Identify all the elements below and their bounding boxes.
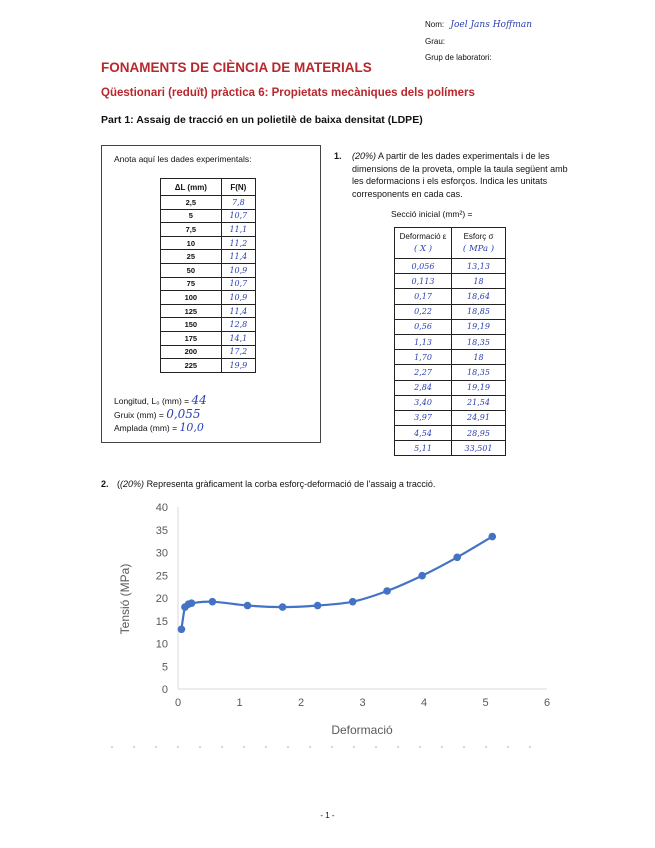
main-title: FONAMENTS DE CIÈNCIA DE MATERIALS: [101, 60, 372, 75]
name-line: [425, 20, 532, 30]
exp-dl-cell: 75: [161, 277, 222, 291]
border-dot: [177, 746, 178, 747]
x-tick-label: 2: [297, 697, 305, 709]
exp-table-row: [161, 209, 256, 223]
result-table: [394, 227, 506, 456]
exp-f-cell: 11,1: [221, 223, 255, 237]
result-def-cell: 4,54: [395, 426, 452, 441]
x-tick-label: 5: [482, 697, 489, 709]
exp-f-cell: 10,7: [221, 277, 255, 291]
y-tick-label: 10: [155, 638, 168, 651]
border-dot: [265, 746, 266, 747]
exp-dl-cell: 7,5: [161, 223, 222, 237]
border-dot: [155, 746, 156, 747]
result-table-row: [395, 304, 506, 319]
exp-table-row: [161, 331, 256, 345]
gruix-line: [114, 407, 201, 421]
result-esf-cell: 18,85: [452, 304, 506, 319]
result-esf-cell: 18: [452, 350, 506, 365]
y-tick-label: 15: [155, 615, 168, 628]
border-dot: [287, 746, 288, 747]
gruix-value: 0,055: [166, 407, 201, 421]
result-table-row: [395, 395, 506, 410]
question-2-number: 2.: [101, 479, 109, 489]
col-header-f: F(N): [221, 179, 255, 196]
exp-table-row: [161, 263, 256, 277]
y-tick-label: 5: [161, 661, 168, 674]
result-table-row: [395, 426, 506, 441]
exp-table-row: [161, 236, 256, 250]
result-esf-cell: 28,95: [452, 426, 506, 441]
exp-table-row: [161, 318, 256, 332]
y-tick-label: 20: [155, 593, 168, 605]
col-header-deformacio: [395, 228, 452, 259]
question-1-text: A partir de les dades experimentals i de les dimensions de la proveta, omple la taula següent amb les deformacions i els esforços. Indica les unitats corresponents en cada cas.: [352, 151, 568, 199]
exp-dl-cell: 150: [161, 318, 222, 332]
border-dot: [243, 746, 244, 747]
amplada-line: [114, 421, 204, 434]
exp-dl-cell: 2,5: [161, 196, 222, 210]
result-def-cell: 2,84: [395, 380, 452, 395]
dotted-border: [111, 746, 530, 747]
data-point: [453, 553, 461, 561]
result-table-row: [395, 441, 506, 456]
border-dot: [199, 746, 200, 747]
name-label: Nom:: [425, 20, 445, 29]
data-point: [418, 572, 426, 580]
x-tick-label: 4: [420, 697, 428, 709]
result-table-row: [395, 334, 506, 349]
seccio-label: Secció inicial (mm²) =: [391, 209, 473, 219]
exp-table-row: [161, 359, 256, 373]
subtitle: Qüestionari (reduït) pràctica 6: Propietats mecàniques dels polímers: [101, 87, 475, 99]
result-def-cell: 0,22: [395, 304, 452, 319]
border-dot: [221, 746, 222, 747]
result-esf-cell: 18,35: [452, 334, 506, 349]
result-def-cell: 1,13: [395, 334, 452, 349]
exp-f-cell: 19,9: [221, 359, 255, 373]
result-esf-cell: 19,19: [452, 319, 506, 334]
col-deformacio-label: Deformació ε: [399, 232, 447, 241]
border-dot: [375, 746, 376, 747]
y-tick-label: 35: [155, 524, 168, 537]
exp-f-cell: 10,9: [221, 263, 255, 277]
exp-dl-cell: 25: [161, 250, 222, 264]
border-dot: [133, 746, 134, 747]
exp-f-cell: 14,1: [221, 331, 255, 345]
result-def-cell: 3,40: [395, 395, 452, 410]
result-esf-cell: 18: [452, 274, 506, 289]
result-table-row: [395, 289, 506, 304]
data-point: [314, 602, 322, 610]
exp-f-cell: 10,7: [221, 209, 255, 223]
col-esforc-label: Esforç σ: [463, 232, 494, 241]
exp-dl-cell: 10: [161, 236, 222, 250]
border-dot: [507, 746, 508, 747]
stress-strain-chart: [100, 495, 570, 755]
y-tick-label: 25: [155, 570, 168, 583]
result-esf-cell: 21,54: [452, 395, 506, 410]
result-def-cell: 1,70: [395, 350, 452, 365]
question-2-percent: (20%): [120, 479, 145, 489]
exp-table-row: [161, 196, 256, 210]
exp-table-row: [161, 291, 256, 305]
data-point: [178, 625, 186, 633]
result-esf-cell: 13,13: [452, 259, 506, 274]
result-table-row: [395, 410, 506, 425]
result-table-row: [395, 365, 506, 380]
exp-f-cell: 17,2: [221, 345, 255, 359]
question-1-percent: (20%): [352, 151, 377, 161]
result-def-cell: 0,056: [395, 259, 452, 274]
result-table-row: [395, 380, 506, 395]
exp-dl-cell: 225: [161, 359, 222, 373]
col-esforc-unit: ( MPa ): [462, 244, 495, 254]
y-tick-label: 40: [155, 502, 168, 514]
result-def-cell: 0,56: [395, 319, 452, 334]
exp-dl-cell: 100: [161, 291, 222, 305]
x-tick-label: 6: [543, 697, 551, 709]
result-table-row: [395, 259, 506, 274]
question-2: 2. ((20%) Representa gràficament la corba esforç-deformació de l'assaig a tracció.: [101, 479, 436, 489]
border-dot: [441, 746, 442, 747]
border-dot: [485, 746, 486, 747]
data-point: [244, 602, 252, 610]
experimental-data-box: [101, 145, 321, 443]
border-dot: [463, 746, 464, 747]
exp-dl-cell: 5: [161, 209, 222, 223]
border-dot: [309, 746, 310, 747]
result-def-cell: 0,113: [395, 274, 452, 289]
result-esf-cell: 18,64: [452, 289, 506, 304]
result-table-row: [395, 319, 506, 334]
amplada-value: 10,0: [179, 421, 204, 434]
data-point: [349, 598, 357, 606]
col-header-esforc: [452, 228, 506, 259]
question-1-number: 1.: [334, 151, 342, 161]
exp-dl-cell: 125: [161, 304, 222, 318]
border-dot: [419, 746, 420, 747]
border-dot: [397, 746, 398, 747]
x-axis-label: Deformació: [331, 723, 393, 737]
exp-f-cell: 11,4: [221, 304, 255, 318]
border-dot: [331, 746, 332, 747]
exp-f-cell: 11,4: [221, 250, 255, 264]
question-2-text: Representa gràficament la corba esforç-deformació de l'assaig a tracció.: [146, 479, 436, 489]
part-title: Part 1: Assaig de tracció en un polietilè de baixa densitat (LDPE): [101, 114, 423, 126]
exp-dl-cell: 200: [161, 345, 222, 359]
exp-box-heading: Anota aquí les dades experimentals:: [114, 154, 252, 164]
exp-f-cell: 12,8: [221, 318, 255, 332]
border-dot: [529, 746, 530, 747]
longitud-label: Longitud, L₀ (mm) =: [114, 396, 190, 406]
result-def-cell: 2,27: [395, 365, 452, 380]
amplada-label: Amplada (mm) =: [114, 423, 178, 433]
longitud-value: 44: [191, 393, 207, 407]
exp-table-row: [161, 277, 256, 291]
page-number: - 1 -: [320, 811, 335, 820]
data-point: [383, 587, 391, 595]
exp-f-cell: 10,9: [221, 291, 255, 305]
result-def-cell: 5,11: [395, 441, 452, 456]
experimental-data-table: [160, 178, 256, 373]
y-axis-label: Tensió (MPa): [118, 563, 132, 635]
border-dot: [353, 746, 354, 747]
result-def-cell: 0,17: [395, 289, 452, 304]
data-point: [188, 599, 196, 607]
data-point: [209, 598, 217, 606]
col-header-dl: ΔL (mm): [161, 179, 222, 196]
longitud-line: [114, 393, 207, 407]
x-tick-label: 0: [174, 697, 182, 709]
y-tick-label: 30: [155, 547, 168, 560]
data-point: [279, 603, 287, 611]
border-dot: [111, 746, 112, 747]
chart-series: [178, 533, 496, 633]
exp-f-cell: 11,2: [221, 236, 255, 250]
result-def-cell: 3,97: [395, 410, 452, 425]
x-tick-label: 3: [359, 697, 366, 709]
grup-label: Grup de laboratori:: [425, 53, 492, 62]
y-tick-label: 0: [161, 684, 168, 696]
series-line: [181, 537, 492, 630]
result-esf-cell: 19,19: [452, 380, 506, 395]
exp-table-row: [161, 250, 256, 264]
exp-dl-cell: 175: [161, 331, 222, 345]
col-deformacio-unit: ( X ): [413, 244, 433, 254]
gruix-label: Gruix (mm) =: [114, 410, 164, 420]
name-value: Joel Jans Hoffman: [450, 20, 533, 30]
grau-label: Grau:: [425, 37, 446, 46]
exp-dl-cell: 50: [161, 263, 222, 277]
exp-f-cell: 7,8: [221, 196, 255, 210]
result-table-row: [395, 350, 506, 365]
question-1: [334, 150, 574, 200]
exp-table-row: [161, 345, 256, 359]
result-esf-cell: 18,35: [452, 365, 506, 380]
result-esf-cell: 24,91: [452, 410, 506, 425]
exp-table-row: [161, 304, 256, 318]
result-table-row: [395, 274, 506, 289]
x-tick-label: 1: [236, 697, 243, 709]
exp-table-row: [161, 223, 256, 237]
result-esf-cell: 33,501: [452, 441, 506, 456]
data-point: [488, 533, 496, 541]
